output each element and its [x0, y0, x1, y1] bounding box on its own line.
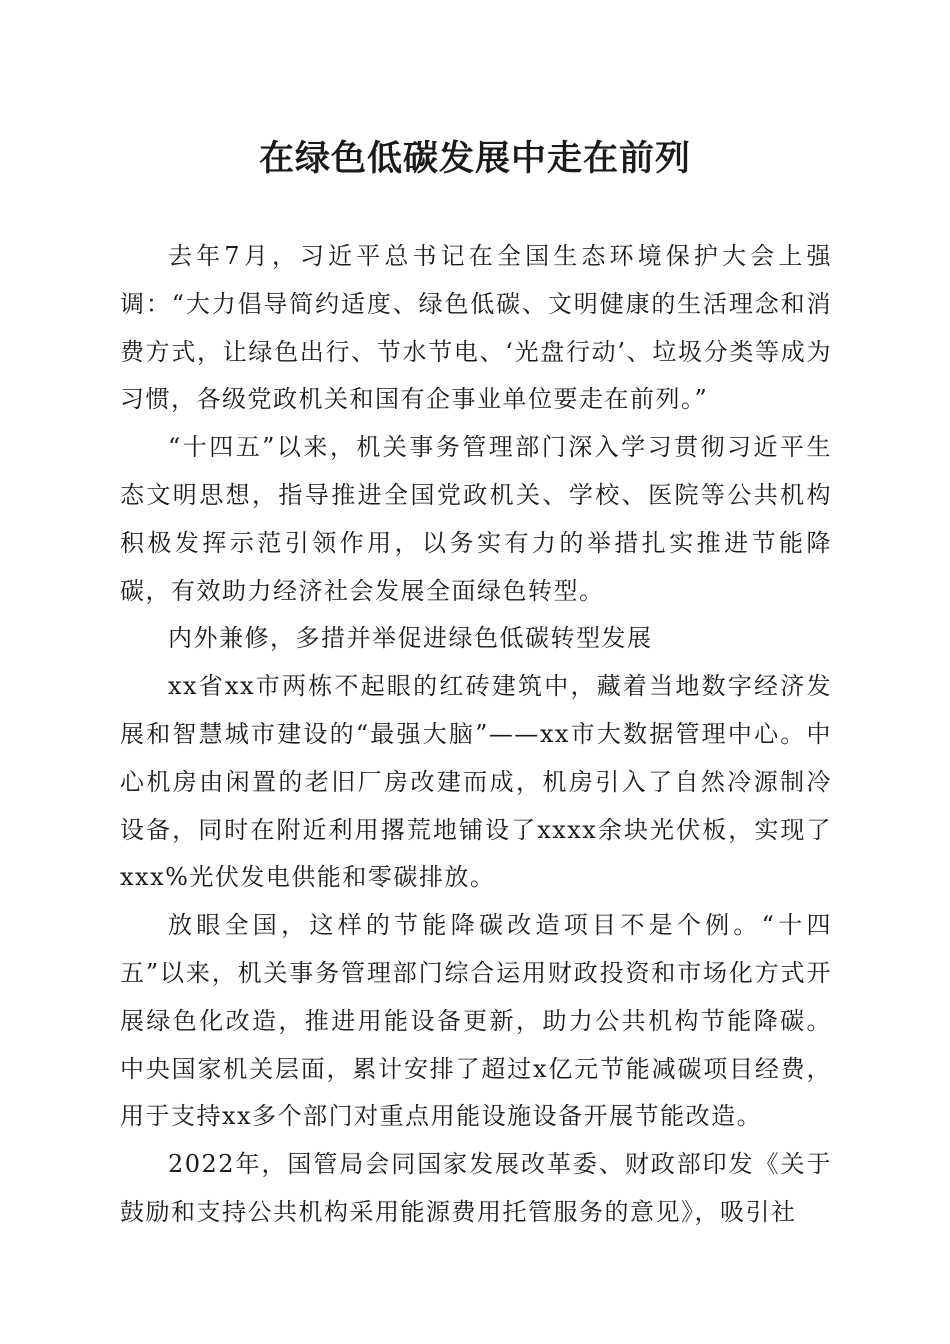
section-subheading: 内外兼修，多措并举促进绿色低碳转型发展: [168, 624, 653, 653]
paragraph: xx省xx市两栋不起眼的红砖建筑中，藏着当地数字经济发展和智慧城市建设的“最强大脑”——xx市大数据管理中心。中心机房由闲置的老旧厂房改建而成，机房引入了自然冷源制冷设备，同时在附近利用撂荒地铺设了xxxx余块光伏板，实现了xxx%光伏发电供能和零碳排放。: [120, 672, 832, 892]
paragraph: 2022年，国管局会同国家发展改革委、财政部印发《关于鼓励和支持公共机构采用能源费用托管服务的意见》，吸引社: [120, 1150, 832, 1226]
document-body: [120, 233, 832, 1237]
paragraph: 放眼全国，这样的节能降碳改造项目不是个例。“十四五”以来，机关事务管理部门综合运用财政投资和市场化方式开展绿色化改造，推进用能设备更新，助力公共机构节能降碳。中央国家机关层面，累计安排了超过x亿元节能减碳项目经费，用于支持xx多个部门对重点用能设施设备开展节能改造。: [120, 911, 832, 1131]
document-title: 在绿色低碳发展中走在前列: [258, 138, 691, 179]
paragraph: 去年7月，习近平总书记在全国生态环境保护大会上强调：“大力倡导简约适度、绿色低碳、文明健康的生活理念和消费方式，让绿色出行、节水节电、‘光盘行动’、垃圾分类等成为习惯，各级党政机关和国有企事业单位要走在前列。”: [120, 242, 832, 414]
paragraph: “十四五”以来，机关事务管理部门深入学习贯彻习近平生态文明思想，指导推进全国党政机关、学校、医院等公共机构积极发挥示范引领作用，以务实有力的举措扎实推进节能降碳，有效助力经济社会发展全面绿色转型。: [120, 433, 832, 605]
